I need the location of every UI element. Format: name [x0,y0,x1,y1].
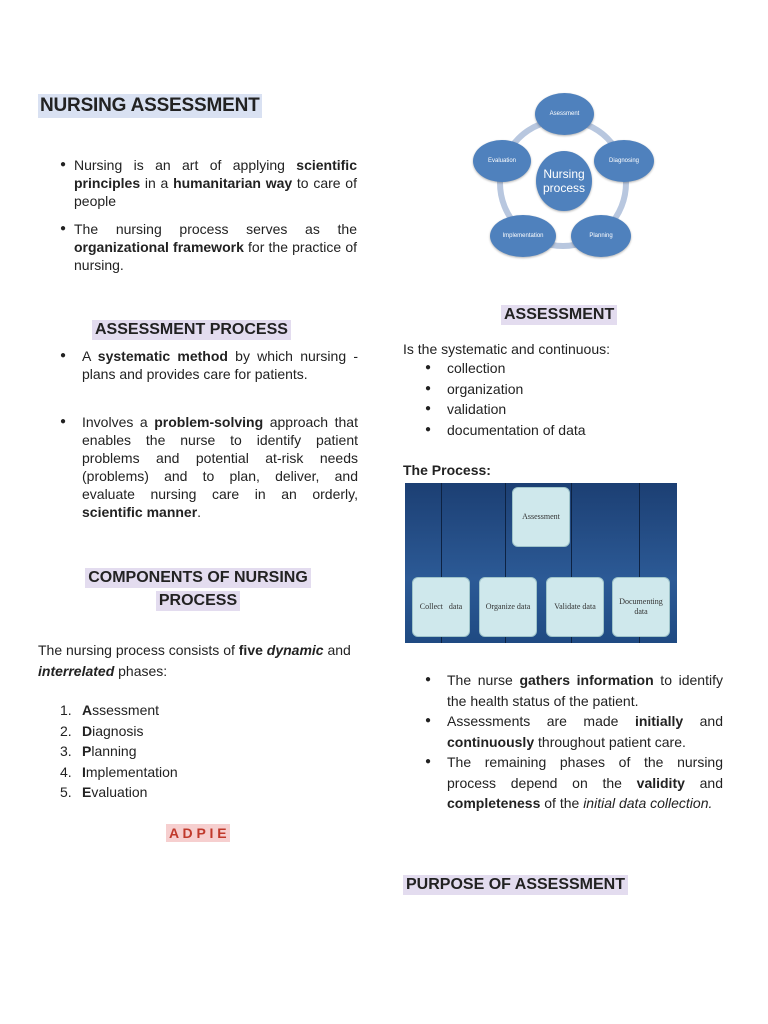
cycle-node-planning: Planning [571,215,631,257]
cycle-node-implementation: Implementation [490,215,556,257]
process-box-assessment: Assessment [512,487,570,547]
nursing-process-diagram [470,93,660,258]
list-item: ● The nursing process serves as the organizational framework for the practice of nursing. [60,220,357,274]
intro-list [60,156,357,274]
assessment-process-diagram [405,483,677,643]
list-item: ● Assessments are made initially and continuously throughout patient care. [403,711,723,752]
list-item: 2. Diagnosis [60,722,144,739]
cycle-node-assessment: Asessment [535,93,594,135]
assessment-list [403,358,586,440]
assessment-process-list [38,347,358,521]
list-item: ● A systematic method by which nursing - plans and provides care for patients. [38,347,358,383]
process-label: The Process: [403,462,491,478]
cycle-node-diagnosing: Diagnosing [594,140,654,182]
purpose-heading: PURPOSE OF ASSESSMENT [403,875,628,895]
page-title: NURSING ASSESSMENT [40,95,260,116]
list-item: 5. Evaluation [60,784,148,800]
list-item: 1. Assessment [60,702,160,718]
assessment-intro: Is the systematic and continuous: [403,341,610,357]
assessment-notes-list [403,670,723,814]
assessment-heading: ASSESSMENT [501,305,617,325]
list-item: ● The remaining phases of the nursing process depend on the validity and completeness of the initial data collection. [403,752,723,814]
list-item: ● documentation of data [403,420,586,441]
cycle-center: Nursing process [536,151,592,211]
phases-list [38,700,178,803]
process-box-collect: Collect data [412,577,470,637]
list-item: ● validation [403,399,586,420]
process-box-documenting: Documenting data [612,577,670,637]
list-item: ● organization [403,379,586,400]
list-item: 4. Implementation [60,763,178,780]
components-heading-line2: PROCESS [156,591,240,611]
list-item: 3. Planning [60,743,137,759]
list-item: ● Nursing is an art of applying scientific principles in a humanitarian way to care of people [60,156,357,210]
components-heading-line1: COMPONENTS OF NURSING [85,568,311,588]
assessment-process-heading: ASSESSMENT PROCESS [92,320,291,340]
components-heading [38,568,358,611]
components-intro: The nursing process consists of five dynamic and interrelated phases: [38,642,351,679]
process-box-organize: Organize data [479,577,537,637]
list-item: ● Involves a problem-solving approach that enables the nurse to identify patient problems and potential at-risk needs (problems) and to plan, deliver, and evaluate nursing care in an orderly, scientific manner. [38,413,358,521]
list-item: ● The nurse gathers information to identify the health status of the patient. [403,670,723,711]
cycle-node-evaluation: Evaluation [473,140,531,182]
acronym-badge: A D P I E [166,824,230,842]
process-box-validate: Validate data [546,577,604,637]
list-item: ● collection [403,358,586,379]
